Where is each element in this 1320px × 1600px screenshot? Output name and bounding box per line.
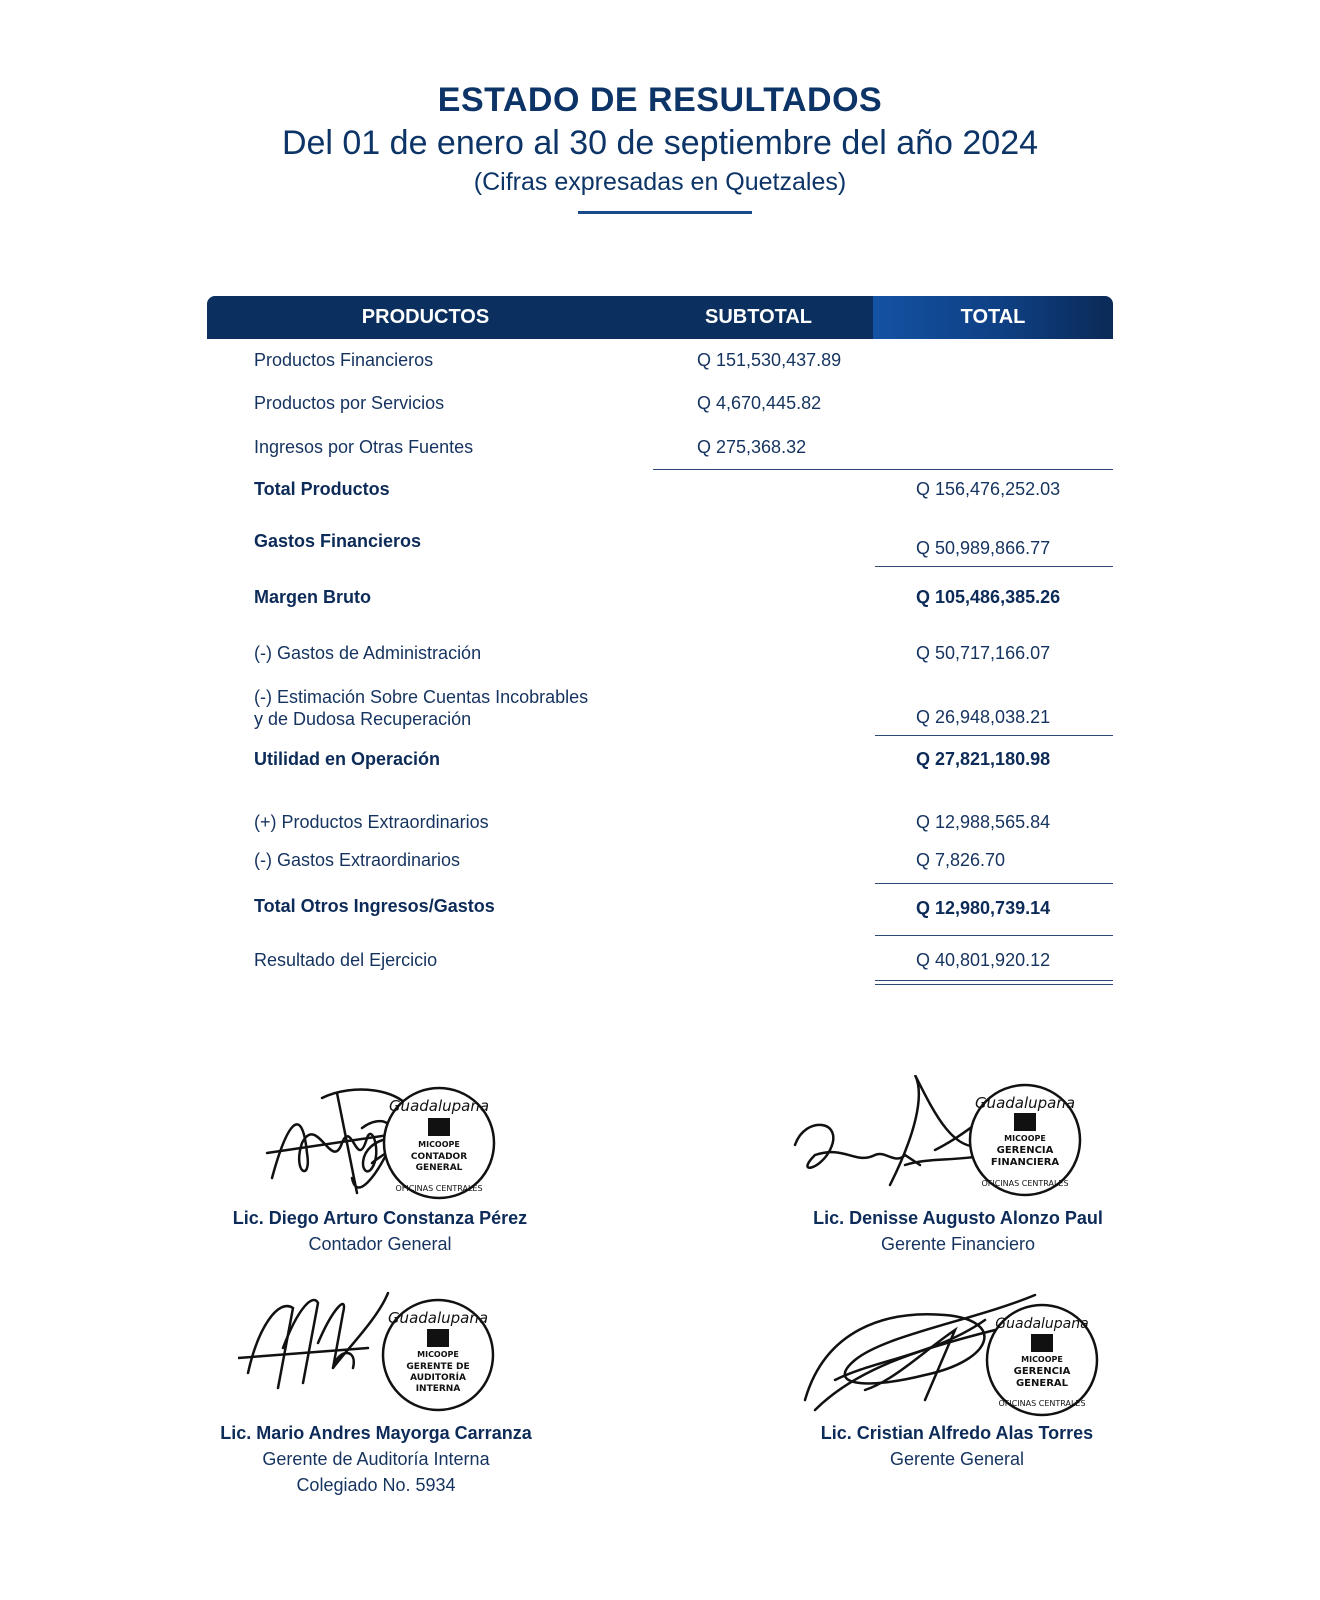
seal-org-name: Guadalupana bbox=[995, 1316, 1089, 1332]
row-total: Q 12,988,565.84 bbox=[916, 812, 1051, 832]
header-products: PRODUCTOS bbox=[207, 296, 644, 339]
total-rule bbox=[875, 883, 1113, 884]
seal-bottom-ring: OFICINAS CENTRALES bbox=[998, 1399, 1086, 1408]
seal-text-line1: GERENTE DE bbox=[406, 1362, 470, 1372]
table-row bbox=[0, 437, 1320, 467]
seal-org-name: Guadalupana bbox=[387, 1309, 489, 1327]
row-subtotal: Q 151,530,437.89 bbox=[697, 350, 842, 370]
signatory-name: Lic. Cristian Alfredo Alas Torres bbox=[820, 1423, 1094, 1443]
header-subtotal: SUBTOTAL bbox=[644, 296, 873, 339]
row-label: Margen Bruto bbox=[254, 587, 371, 607]
row-label: (-) Gastos Extraordinarios bbox=[254, 850, 461, 870]
signatory-role: Gerente General bbox=[889, 1449, 1025, 1469]
seal-text-line3: INTERNA bbox=[415, 1384, 461, 1394]
seal-brand: MICOOPE bbox=[417, 1350, 459, 1359]
row-label: Total Otros Ingresos/Gastos bbox=[254, 896, 495, 916]
row-total: Q 156,476,252.03 bbox=[916, 479, 1061, 499]
row-label-multiline bbox=[254, 686, 588, 730]
header-total: TOTAL bbox=[873, 296, 1113, 339]
signatory-2 bbox=[758, 1205, 1158, 1257]
seal-bottom-ring: OFICINAS CENTRALES bbox=[981, 1179, 1069, 1188]
document-header bbox=[0, 78, 1320, 200]
row-subtotal: Q 4,670,445.82 bbox=[697, 393, 822, 413]
signature-financiero bbox=[785, 1075, 1095, 1210]
table-row bbox=[0, 686, 1320, 736]
seal-org-name: Guadalupana bbox=[974, 1094, 1076, 1112]
table-row bbox=[0, 393, 1320, 423]
row-label: Total Productos bbox=[254, 479, 390, 499]
double-rule-bottom bbox=[875, 984, 1113, 985]
seal-text-line1: GERENCIA bbox=[1013, 1366, 1071, 1377]
row-label: Ingresos por Otras Fuentes bbox=[254, 437, 474, 457]
seal-contador bbox=[384, 1088, 494, 1198]
seal-text-line2: AUDITORÍA bbox=[410, 1373, 466, 1383]
row-label: Utilidad en Operación bbox=[254, 749, 441, 769]
table-row bbox=[0, 896, 1320, 926]
row-label: (+) Productos Extraordinarios bbox=[254, 812, 489, 832]
seal-general bbox=[987, 1305, 1097, 1415]
currency-note: (Cifras expresadas en Quetzales) bbox=[473, 168, 847, 196]
row-total: Q 50,989,866.77 bbox=[916, 538, 1051, 558]
signature-contador bbox=[262, 1083, 502, 1213]
signatory-3 bbox=[176, 1420, 576, 1498]
signatory-1 bbox=[180, 1205, 580, 1257]
seal-org-name: Guadalupana bbox=[388, 1097, 490, 1115]
table-row bbox=[0, 812, 1320, 842]
row-subtotal: Q 275,368.32 bbox=[697, 437, 807, 457]
total-rule bbox=[875, 735, 1113, 736]
title-underline bbox=[578, 211, 752, 214]
signatory-name: Lic. Diego Arturo Constanza Pérez bbox=[232, 1208, 528, 1228]
table-row bbox=[0, 950, 1320, 980]
seal-text-line2: GENERAL bbox=[1015, 1378, 1069, 1389]
row-total: Q 27,821,180.98 bbox=[916, 749, 1051, 769]
seal-brand: MICOOPE bbox=[418, 1140, 460, 1149]
double-rule-top bbox=[875, 980, 1113, 981]
table-row bbox=[0, 479, 1320, 509]
seal-auditoria bbox=[383, 1300, 493, 1410]
row-label: Productos Financieros bbox=[254, 350, 434, 370]
row-label: Resultado del Ejercicio bbox=[254, 950, 438, 970]
table-row bbox=[0, 850, 1320, 880]
table-row bbox=[0, 749, 1320, 779]
total-rule bbox=[875, 566, 1113, 567]
signatory-4 bbox=[757, 1420, 1157, 1472]
row-total: Q 12,980,739.14 bbox=[916, 898, 1051, 918]
document-title: ESTADO DE RESULTADOS bbox=[437, 81, 883, 119]
row-label: Gastos Financieros bbox=[254, 531, 422, 551]
signatory-registration: Colegiado No. 5934 bbox=[296, 1475, 456, 1495]
row-total: Q 7,826.70 bbox=[916, 850, 1006, 870]
row-label-line2: y de Dudosa Recuperación bbox=[254, 709, 472, 729]
table-header bbox=[207, 296, 1113, 339]
subtotal-rule bbox=[653, 469, 1113, 470]
table-row bbox=[0, 350, 1320, 380]
table-row bbox=[0, 643, 1320, 673]
row-label-line1: (-) Estimación Sobre Cuentas Incobrables bbox=[254, 687, 589, 707]
row-total: Q 26,948,038.21 bbox=[916, 707, 1051, 727]
row-total: Q 40,801,920.12 bbox=[916, 950, 1051, 970]
signature-auditoria bbox=[238, 1288, 508, 1428]
row-total: Q 50,717,166.07 bbox=[916, 643, 1051, 663]
row-label: (-) Gastos de Administración bbox=[254, 643, 482, 663]
seal-text-line2: GENERAL bbox=[415, 1163, 463, 1173]
seal-bottom-ring: OFICINAS CENTRALES bbox=[395, 1184, 483, 1193]
signatory-role: Gerente Financiero bbox=[880, 1234, 1036, 1254]
signatory-name: Lic. Mario Andres Mayorga Carranza bbox=[220, 1423, 532, 1443]
seal-text-line2: FINANCIERA bbox=[990, 1157, 1060, 1168]
seal-text-line1: CONTADOR bbox=[410, 1152, 468, 1162]
signatory-role: Gerente de Auditoría Interna bbox=[262, 1449, 490, 1469]
seal-text-line1: GERENCIA bbox=[996, 1145, 1054, 1156]
seal-financiero bbox=[970, 1085, 1080, 1195]
signatory-name: Lic. Denisse Augusto Alonzo Paul bbox=[813, 1208, 1103, 1228]
row-total: Q 105,486,385.26 bbox=[916, 587, 1061, 607]
signatory-role: Contador General bbox=[308, 1234, 452, 1254]
document-period: Del 01 de enero al 30 de septiembre del año 2024 bbox=[281, 124, 1039, 162]
table-row bbox=[0, 587, 1320, 617]
table-row bbox=[0, 531, 1320, 561]
signature-general bbox=[795, 1290, 1105, 1430]
seal-brand: MICOOPE bbox=[1021, 1355, 1063, 1364]
total-rule bbox=[875, 935, 1113, 936]
row-label: Productos por Servicios bbox=[254, 393, 445, 413]
seal-brand: MICOOPE bbox=[1004, 1134, 1046, 1143]
